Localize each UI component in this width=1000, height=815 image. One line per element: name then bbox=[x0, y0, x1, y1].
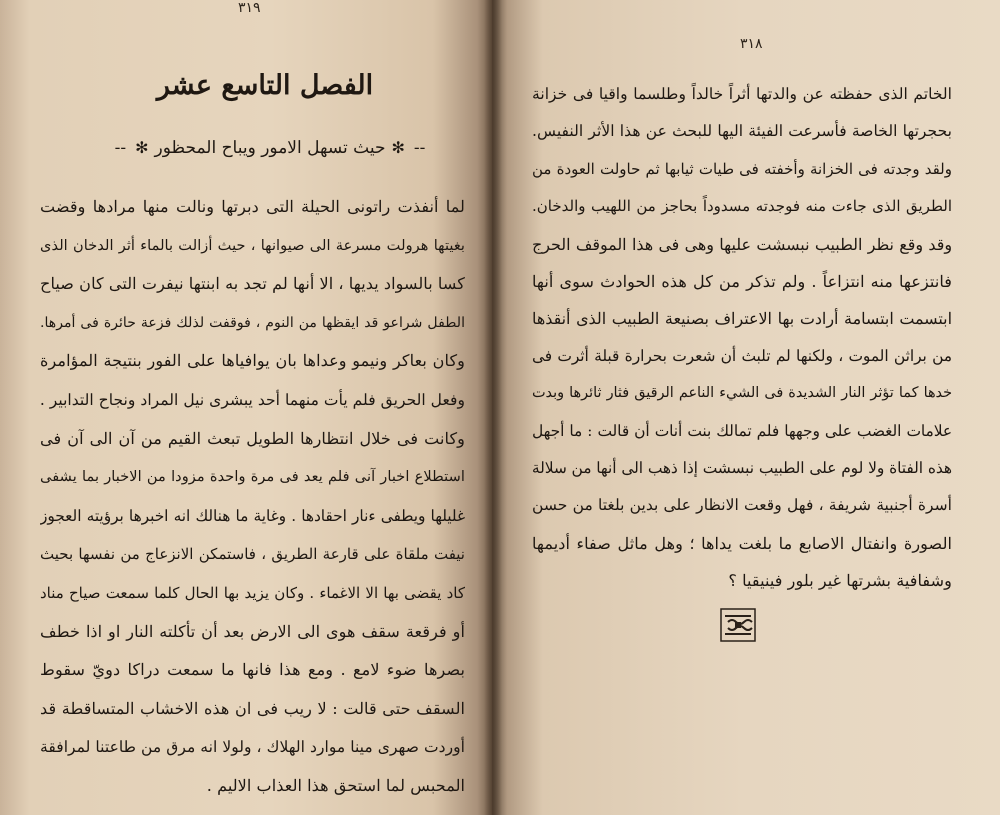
text-line: وشفافية بشرتها غير بلور فينيقيا ؟ bbox=[728, 571, 952, 591]
text-line: الصورة وانفتال الاصابع ما بلغت يداها ؛ وهل ماثل صفاء أديمها bbox=[532, 533, 952, 553]
text-line: وفعل الحريق فلم يأت منهما أحد يبشرى نيل المراد ونجاح التدابير . bbox=[40, 390, 465, 409]
text-line: ابتسمت ابتسامة أرادت بها الاعتراف بصنيعة الطبيب الذى أنقذها bbox=[532, 309, 952, 329]
text-line: استطلاع اخبار آنى فلم يعد فى مرة واحدة مزودا من الاخبار بما يشفى bbox=[40, 468, 465, 486]
book-gutter bbox=[484, 0, 502, 815]
text-line: خدها كما تؤثر النار الشديدة فى الشيء الناعم الرقيق فثار ثائرها وبدت bbox=[532, 385, 952, 402]
text-line: بصرها ضوء لامع . ومع هذا فانها ما سمعت دراكا دويّ سقوط bbox=[40, 660, 465, 680]
ornament-icon: ✻ bbox=[391, 138, 405, 157]
ornament-icon: ✻ bbox=[135, 138, 149, 157]
text-line: فانتزعها منه انتزاعاً . ولم تذكر من كل هذه الحوادث سوى أنها bbox=[532, 271, 952, 291]
dash-ornament: -- bbox=[114, 138, 127, 158]
text-line: بحجرتها الخاصة فأسرعت الفيئة اليها للبحث عن هذا الأثر النفيس. bbox=[532, 122, 952, 141]
left-page bbox=[0, 0, 492, 815]
text-line: غليلها ويطفى ءنار احقادها . وغاية ما هنالك انه اخبرها برؤيته العجوز bbox=[40, 506, 465, 525]
text-line: وكان بعاكر ونيمو وعداها بان يوافياها على الفور بنتيجة المؤامرة bbox=[40, 351, 465, 371]
text-line: هذه الفتاة ولا لوم على الطبيب نبسشت إذا ذهب الى أنها من سلالة bbox=[532, 458, 952, 477]
text-line: الطفل شراعو قد ايقظها من النوم ، فوقفت لذلك فزعة حائرة فى أمرها. bbox=[40, 314, 465, 331]
text-line: بغيتها هرولت مسرعة الى صيوانها ، حيث أزالت بالماء أثر الدخان الذى bbox=[40, 236, 465, 254]
text-line: كسا بالسواد يديها ، الا أنها لم تجد به ابنتها نيفرت التى كان صياح bbox=[40, 274, 465, 294]
text-line: أو فرقعة سقف هوى الى الارض بعد أن تأكلته النار او اذا خطف bbox=[40, 621, 465, 641]
text-line: ولقد وجدته فى الخزانة وأخفته فى طيات ثيابها ثم حاولت العودة من bbox=[532, 159, 952, 178]
chapter-subtitle bbox=[90, 138, 450, 158]
text-line: وكانت فى خلال انتظارها الطويل تبعث القيم من آن الى آن فى bbox=[40, 428, 465, 448]
right-page bbox=[492, 0, 1000, 815]
text-line: الخاتم الذى حفظته عن والدتها أثراً خالداً وطلسما واقيا فى خزانة bbox=[532, 85, 952, 103]
text-line: الطريق الذى جاءت منه فوجدته مسدوداً بحاجز من اللهيب والدخان. bbox=[532, 197, 952, 216]
text-line: وقد وقع نظر الطبيب نبسشت عليها وهى فى هذا الموقف الحرج bbox=[532, 234, 952, 254]
page-number-left: ٣١٩ bbox=[238, 0, 261, 16]
subtitle-text: حيث تسهل الامور ويباح المحظور bbox=[154, 138, 386, 158]
end-ornament-icon bbox=[720, 608, 756, 642]
text-line: السقف حتى قالت : لا ريب فى ان هذه الاخشاب المتساقطة قد bbox=[40, 698, 465, 718]
text-line: نيفت ملقاة على قارعة الطريق ، فاستمكن الانزعاج من نفسها بحيث bbox=[40, 545, 465, 564]
text-line: كاد يقضى بها الا الاغماء . وكان يزيد بها الحال كلما سمعت صياح مناد bbox=[40, 583, 465, 602]
left-page-body bbox=[40, 188, 465, 806]
page-number-right: ٣١٨ bbox=[740, 36, 763, 52]
dash-ornament: -- bbox=[413, 138, 426, 158]
text-line: لما أنفذت راتونى الحيلة التى دبرتها ونالت منها مرادها وقضت bbox=[40, 197, 465, 216]
text-line: أوردت صهرى مينا موارد الهلاك ، ولولا انه مرق من طاعتنا لمرافقة bbox=[40, 738, 465, 757]
text-line: علامات الغضب على وجهها فلم تمالك بنت أنات أن قالت : ما أجهل bbox=[532, 421, 952, 440]
text-line: من براثن الموت ، ولكنها لم تلبث أن شعرت بحرارة قبلة أثرت فى bbox=[532, 346, 952, 365]
text-line: المحبس لما استحق هذا العذاب الاليم . bbox=[206, 775, 465, 795]
right-page-body bbox=[532, 76, 952, 599]
chapter-title: الفصل التاسع عشر bbox=[156, 70, 374, 101]
text-line: أسرة أجنبية شريفة ، فهل وقعت الانظار على بدين بلغتا من حسن bbox=[532, 496, 952, 515]
